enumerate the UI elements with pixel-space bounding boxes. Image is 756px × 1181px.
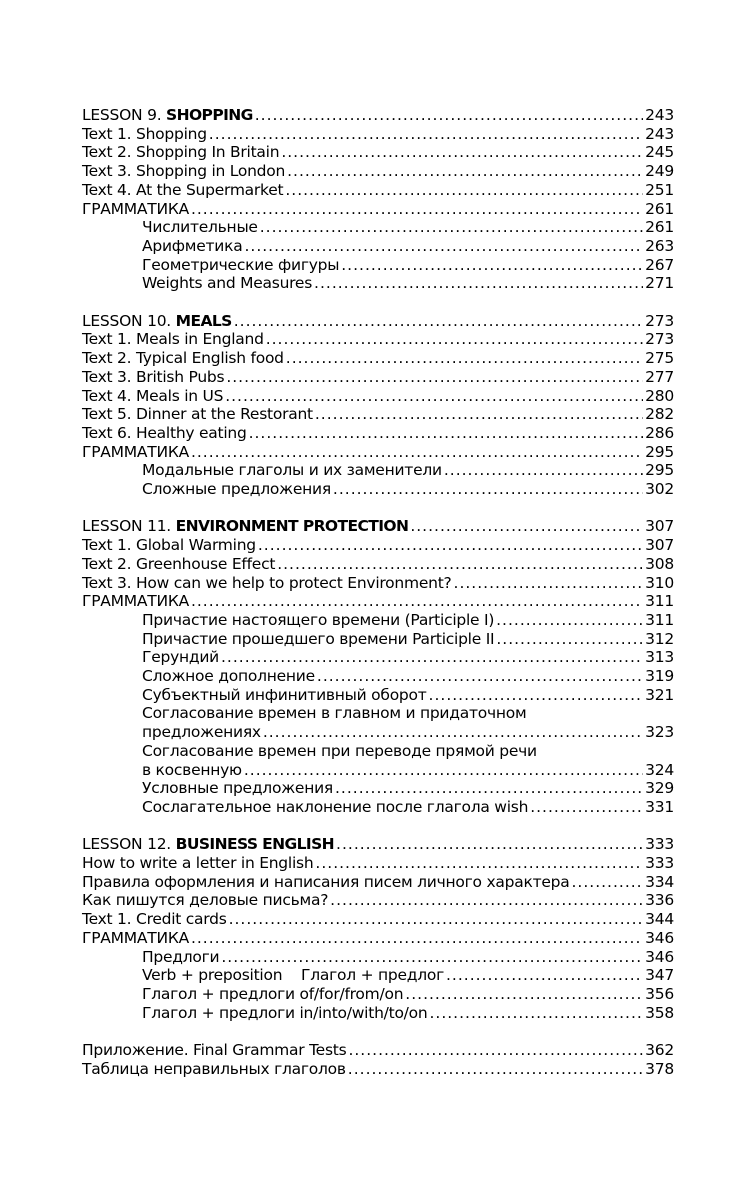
page-number: 295 xyxy=(645,442,674,461)
page-number: 263 xyxy=(645,236,674,255)
dot-leader xyxy=(191,929,643,948)
page-number: 261 xyxy=(645,218,674,237)
toc-entry[interactable] xyxy=(82,686,674,705)
page-number: 344 xyxy=(645,910,674,929)
dot-leader xyxy=(277,555,643,574)
toc-entry[interactable] xyxy=(82,667,674,686)
dot-leader xyxy=(496,611,643,630)
toc-entry[interactable] xyxy=(82,630,674,649)
page-number: 282 xyxy=(645,405,674,424)
dot-leader xyxy=(221,948,643,967)
entry-title: ГРАММАТИКА xyxy=(82,199,189,218)
toc-entry[interactable] xyxy=(82,592,674,611)
entry-title: Модальные глаголы и их заменители xyxy=(142,461,442,480)
entry-title: Сложное дополнение xyxy=(142,667,315,686)
entry-title xyxy=(82,312,232,331)
toc-entry[interactable] xyxy=(82,349,674,368)
entry-title: Правила оформления и написания писем личного характера xyxy=(82,872,570,891)
page-number: 273 xyxy=(645,330,674,349)
dot-leader xyxy=(281,143,643,162)
toc-entry[interactable] xyxy=(82,1060,674,1079)
entry-title: Предлоги xyxy=(142,947,220,966)
toc-entry[interactable] xyxy=(82,910,674,929)
page-number: 286 xyxy=(645,423,674,442)
entry-title: Verb + preposition Глагол + предлог xyxy=(142,966,444,985)
entry-title: Сложные предложения xyxy=(142,480,331,499)
toc-section xyxy=(82,1041,674,1078)
page-number: 356 xyxy=(645,985,674,1003)
entry-title: Text 4. At the Supermarket xyxy=(82,180,284,199)
dot-leader xyxy=(405,985,643,1004)
entry-title xyxy=(82,517,408,536)
dot-leader xyxy=(410,517,643,536)
lesson-title: SHOPPING xyxy=(166,106,253,124)
page-number: 347 xyxy=(645,966,674,985)
toc-entry[interactable] xyxy=(82,611,674,630)
dot-leader xyxy=(315,405,643,424)
toc-entry[interactable] xyxy=(82,779,674,798)
toc-entry[interactable] xyxy=(82,1041,674,1060)
entry-title: Как пишутся деловые письма? xyxy=(82,891,329,910)
toc-entry[interactable] xyxy=(82,143,674,162)
toc-entry[interactable] xyxy=(82,368,674,387)
dot-leader xyxy=(454,574,644,593)
entry-title: Геометрические фигуры xyxy=(142,255,340,274)
dot-leader xyxy=(348,1041,643,1060)
toc-entry[interactable] xyxy=(82,330,674,349)
entry-title: Text 2. Greenhouse Effect xyxy=(82,554,276,573)
dot-leader xyxy=(429,1004,643,1023)
entry-title: Причастие прошедшего времени Participle II xyxy=(142,629,495,648)
page-number: 308 xyxy=(645,554,674,573)
entry-title: Приложение. Final Grammar Tests xyxy=(82,1041,347,1060)
toc-entry[interactable] xyxy=(82,480,674,499)
entry-title: Глагол + предлоги in/into/with/to/on xyxy=(142,1003,428,1022)
page-number: 245 xyxy=(645,143,674,162)
lesson-heading[interactable] xyxy=(82,312,674,331)
page-number: 319 xyxy=(645,667,674,686)
entry-title: предложениях xyxy=(142,723,261,742)
lesson-number: LESSON 11. xyxy=(82,517,176,536)
dot-leader xyxy=(429,686,644,705)
entry-title: How to write a letter in English xyxy=(82,854,314,873)
entry-title: Text 5. Dinner at the Restorant xyxy=(82,405,313,424)
page-number: 277 xyxy=(645,367,674,386)
toc-entry[interactable] xyxy=(82,125,674,144)
dot-leader xyxy=(286,349,643,368)
page-number: 271 xyxy=(645,274,674,293)
dot-leader xyxy=(244,237,643,256)
page-number: 251 xyxy=(645,180,674,199)
dot-leader xyxy=(335,779,643,798)
entry-title: Text 6. Healthy eating xyxy=(82,423,247,442)
page-number: 313 xyxy=(645,648,674,667)
dot-leader xyxy=(191,200,643,219)
toc-entry[interactable] xyxy=(82,256,674,275)
dot-leader xyxy=(255,106,643,125)
dot-leader xyxy=(244,761,643,780)
entry-title: Text 1. Meals in England xyxy=(82,330,264,349)
page-number: 333 xyxy=(645,854,674,873)
toc-entry[interactable] xyxy=(82,798,674,817)
toc-entry[interactable] xyxy=(82,200,674,219)
lesson-heading[interactable] xyxy=(82,106,674,125)
toc-entry[interactable] xyxy=(82,218,674,237)
dot-leader xyxy=(226,368,643,387)
toc-entry[interactable] xyxy=(82,443,674,462)
page-number: 307 xyxy=(645,517,674,536)
dot-leader xyxy=(225,387,643,406)
page-number: 261 xyxy=(645,199,674,218)
toc-entry[interactable] xyxy=(82,854,674,873)
dot-leader xyxy=(530,798,643,817)
toc-section xyxy=(82,312,674,499)
lesson-heading[interactable] xyxy=(82,835,674,854)
entry-title xyxy=(82,106,253,125)
page-number: 324 xyxy=(645,760,674,779)
entry-title: Text 1. Credit cards xyxy=(82,910,227,929)
page-number: 249 xyxy=(645,162,674,181)
entry-title: Субъектный инфинитивный оборот xyxy=(142,685,427,704)
dot-leader xyxy=(330,891,643,910)
toc-entry[interactable] xyxy=(82,237,674,256)
dot-leader xyxy=(348,1060,643,1079)
entry-title: Глагол + предлоги of/for/from/on xyxy=(142,985,404,1003)
dot-leader xyxy=(258,536,643,555)
page-number: 302 xyxy=(645,480,674,499)
entry-title: Text 1. Shopping xyxy=(82,124,207,143)
dot-leader xyxy=(260,218,643,237)
lesson-title: ENVIRONMENT PROTECTION xyxy=(175,517,409,536)
toc-entry-first-line: Согласование времен при переводе прямой речи xyxy=(142,741,537,760)
dot-leader xyxy=(315,854,643,873)
entry-title: Герундий xyxy=(142,648,219,667)
toc-entry[interactable] xyxy=(82,723,674,742)
toc-entry[interactable] xyxy=(82,985,674,1004)
entry-title: ГРАММАТИКА xyxy=(82,928,189,947)
toc-entry[interactable] xyxy=(82,536,674,555)
dot-leader xyxy=(229,910,644,929)
toc-entry[interactable] xyxy=(82,424,674,443)
entry-title xyxy=(82,835,334,854)
toc-entry[interactable] xyxy=(82,873,674,892)
page-number: 321 xyxy=(645,685,674,704)
entry-title: Text 3. British Pubs xyxy=(82,367,225,386)
toc-entry[interactable] xyxy=(82,929,674,948)
page-number: 295 xyxy=(645,461,674,480)
page-number: 312 xyxy=(645,629,674,648)
dot-leader xyxy=(191,443,643,462)
toc-entry[interactable] xyxy=(82,162,674,181)
toc-entry[interactable] xyxy=(82,181,674,200)
entry-title: Weights and Measures xyxy=(142,274,313,293)
entry-title: Числительные xyxy=(142,218,258,237)
page-number: 311 xyxy=(645,610,674,629)
toc-entry[interactable] xyxy=(82,761,674,780)
page-number: 307 xyxy=(645,536,674,555)
page-number: 323 xyxy=(645,723,674,742)
lesson-number: LESSON 12. xyxy=(82,835,176,854)
dot-leader xyxy=(314,274,643,293)
entry-title: Text 1. Global Warming xyxy=(82,536,256,555)
page-number: 243 xyxy=(645,124,674,143)
entry-title: Сослагательное наклонение после глагола wish xyxy=(142,797,529,816)
toc-entry[interactable] xyxy=(82,574,674,593)
toc-entry[interactable] xyxy=(82,405,674,424)
toc-section xyxy=(82,517,674,816)
entry-title: Text 2. Typical English food xyxy=(82,349,284,368)
page-number: 333 xyxy=(645,835,674,854)
toc-entry[interactable] xyxy=(82,387,674,406)
page-number: 329 xyxy=(645,779,674,798)
toc-section xyxy=(82,106,674,293)
toc-entry[interactable] xyxy=(82,461,674,480)
dot-leader xyxy=(191,592,643,611)
dot-leader xyxy=(336,835,643,854)
page-number: 358 xyxy=(645,1003,674,1022)
dot-leader xyxy=(496,630,643,649)
toc-entry[interactable] xyxy=(82,891,674,910)
page-number: 267 xyxy=(645,255,674,274)
page-number: 336 xyxy=(645,891,674,910)
entry-title: ГРАММАТИКА xyxy=(82,442,189,461)
dot-leader xyxy=(571,873,643,892)
page-number: 362 xyxy=(645,1041,674,1060)
page-number: 275 xyxy=(645,349,674,368)
lesson-heading[interactable] xyxy=(82,517,674,536)
page-number: 280 xyxy=(645,386,674,405)
page-number: 334 xyxy=(645,872,674,891)
entry-title: Text 2. Shopping In Britain xyxy=(82,143,280,162)
page-number: 310 xyxy=(645,573,674,592)
entry-title: Text 3. Shopping in London xyxy=(82,162,286,181)
entry-title: ГРАММАТИКА xyxy=(82,592,189,611)
dot-leader xyxy=(446,966,643,985)
page-number: 243 xyxy=(645,106,674,124)
toc-entry[interactable] xyxy=(82,648,674,667)
dot-leader xyxy=(209,125,643,144)
entry-title: Таблица неправильных глаголов xyxy=(82,1059,346,1078)
page-number: 331 xyxy=(645,797,674,816)
dot-leader xyxy=(317,667,643,686)
toc-section xyxy=(82,835,674,1022)
toc-entry[interactable] xyxy=(82,966,674,985)
dot-leader xyxy=(285,181,643,200)
lesson-title: BUSINESS ENGLISH xyxy=(175,835,335,854)
toc-entry[interactable] xyxy=(82,948,674,967)
lesson-number: LESSON 10. xyxy=(82,311,176,330)
dot-leader xyxy=(341,256,643,275)
page-number: 346 xyxy=(645,928,674,947)
entry-title: Условные предложения xyxy=(142,779,333,798)
page-number: 273 xyxy=(645,311,674,330)
dot-leader xyxy=(444,461,643,480)
lesson-title: MEALS xyxy=(175,311,232,330)
dot-leader xyxy=(263,723,643,742)
dot-leader xyxy=(287,162,643,181)
dot-leader xyxy=(249,424,644,443)
entry-title: Text 4. Meals in US xyxy=(82,386,224,405)
page-number: 311 xyxy=(645,592,674,611)
entry-title: Причастие настоящего времени (Participle I) xyxy=(142,610,495,629)
toc-entry[interactable] xyxy=(82,555,674,574)
toc-entry[interactable] xyxy=(82,1004,674,1023)
lesson-number: LESSON 9. xyxy=(82,106,167,124)
dot-leader xyxy=(333,480,643,499)
dot-leader xyxy=(221,648,643,667)
page-number: 346 xyxy=(645,947,674,966)
toc-entry-first-line: Согласование времен в главном и придаточном xyxy=(142,704,527,723)
entry-title: Арифметика xyxy=(142,236,243,255)
dot-leader xyxy=(266,330,643,349)
entry-title: в косвенную xyxy=(142,760,242,779)
table-of-contents xyxy=(82,106,674,1097)
entry-title: Text 3. How can we help to protect Environment? xyxy=(82,573,452,592)
toc-entry[interactable] xyxy=(82,274,674,293)
dot-leader xyxy=(234,312,643,331)
page-number: 378 xyxy=(645,1059,674,1078)
